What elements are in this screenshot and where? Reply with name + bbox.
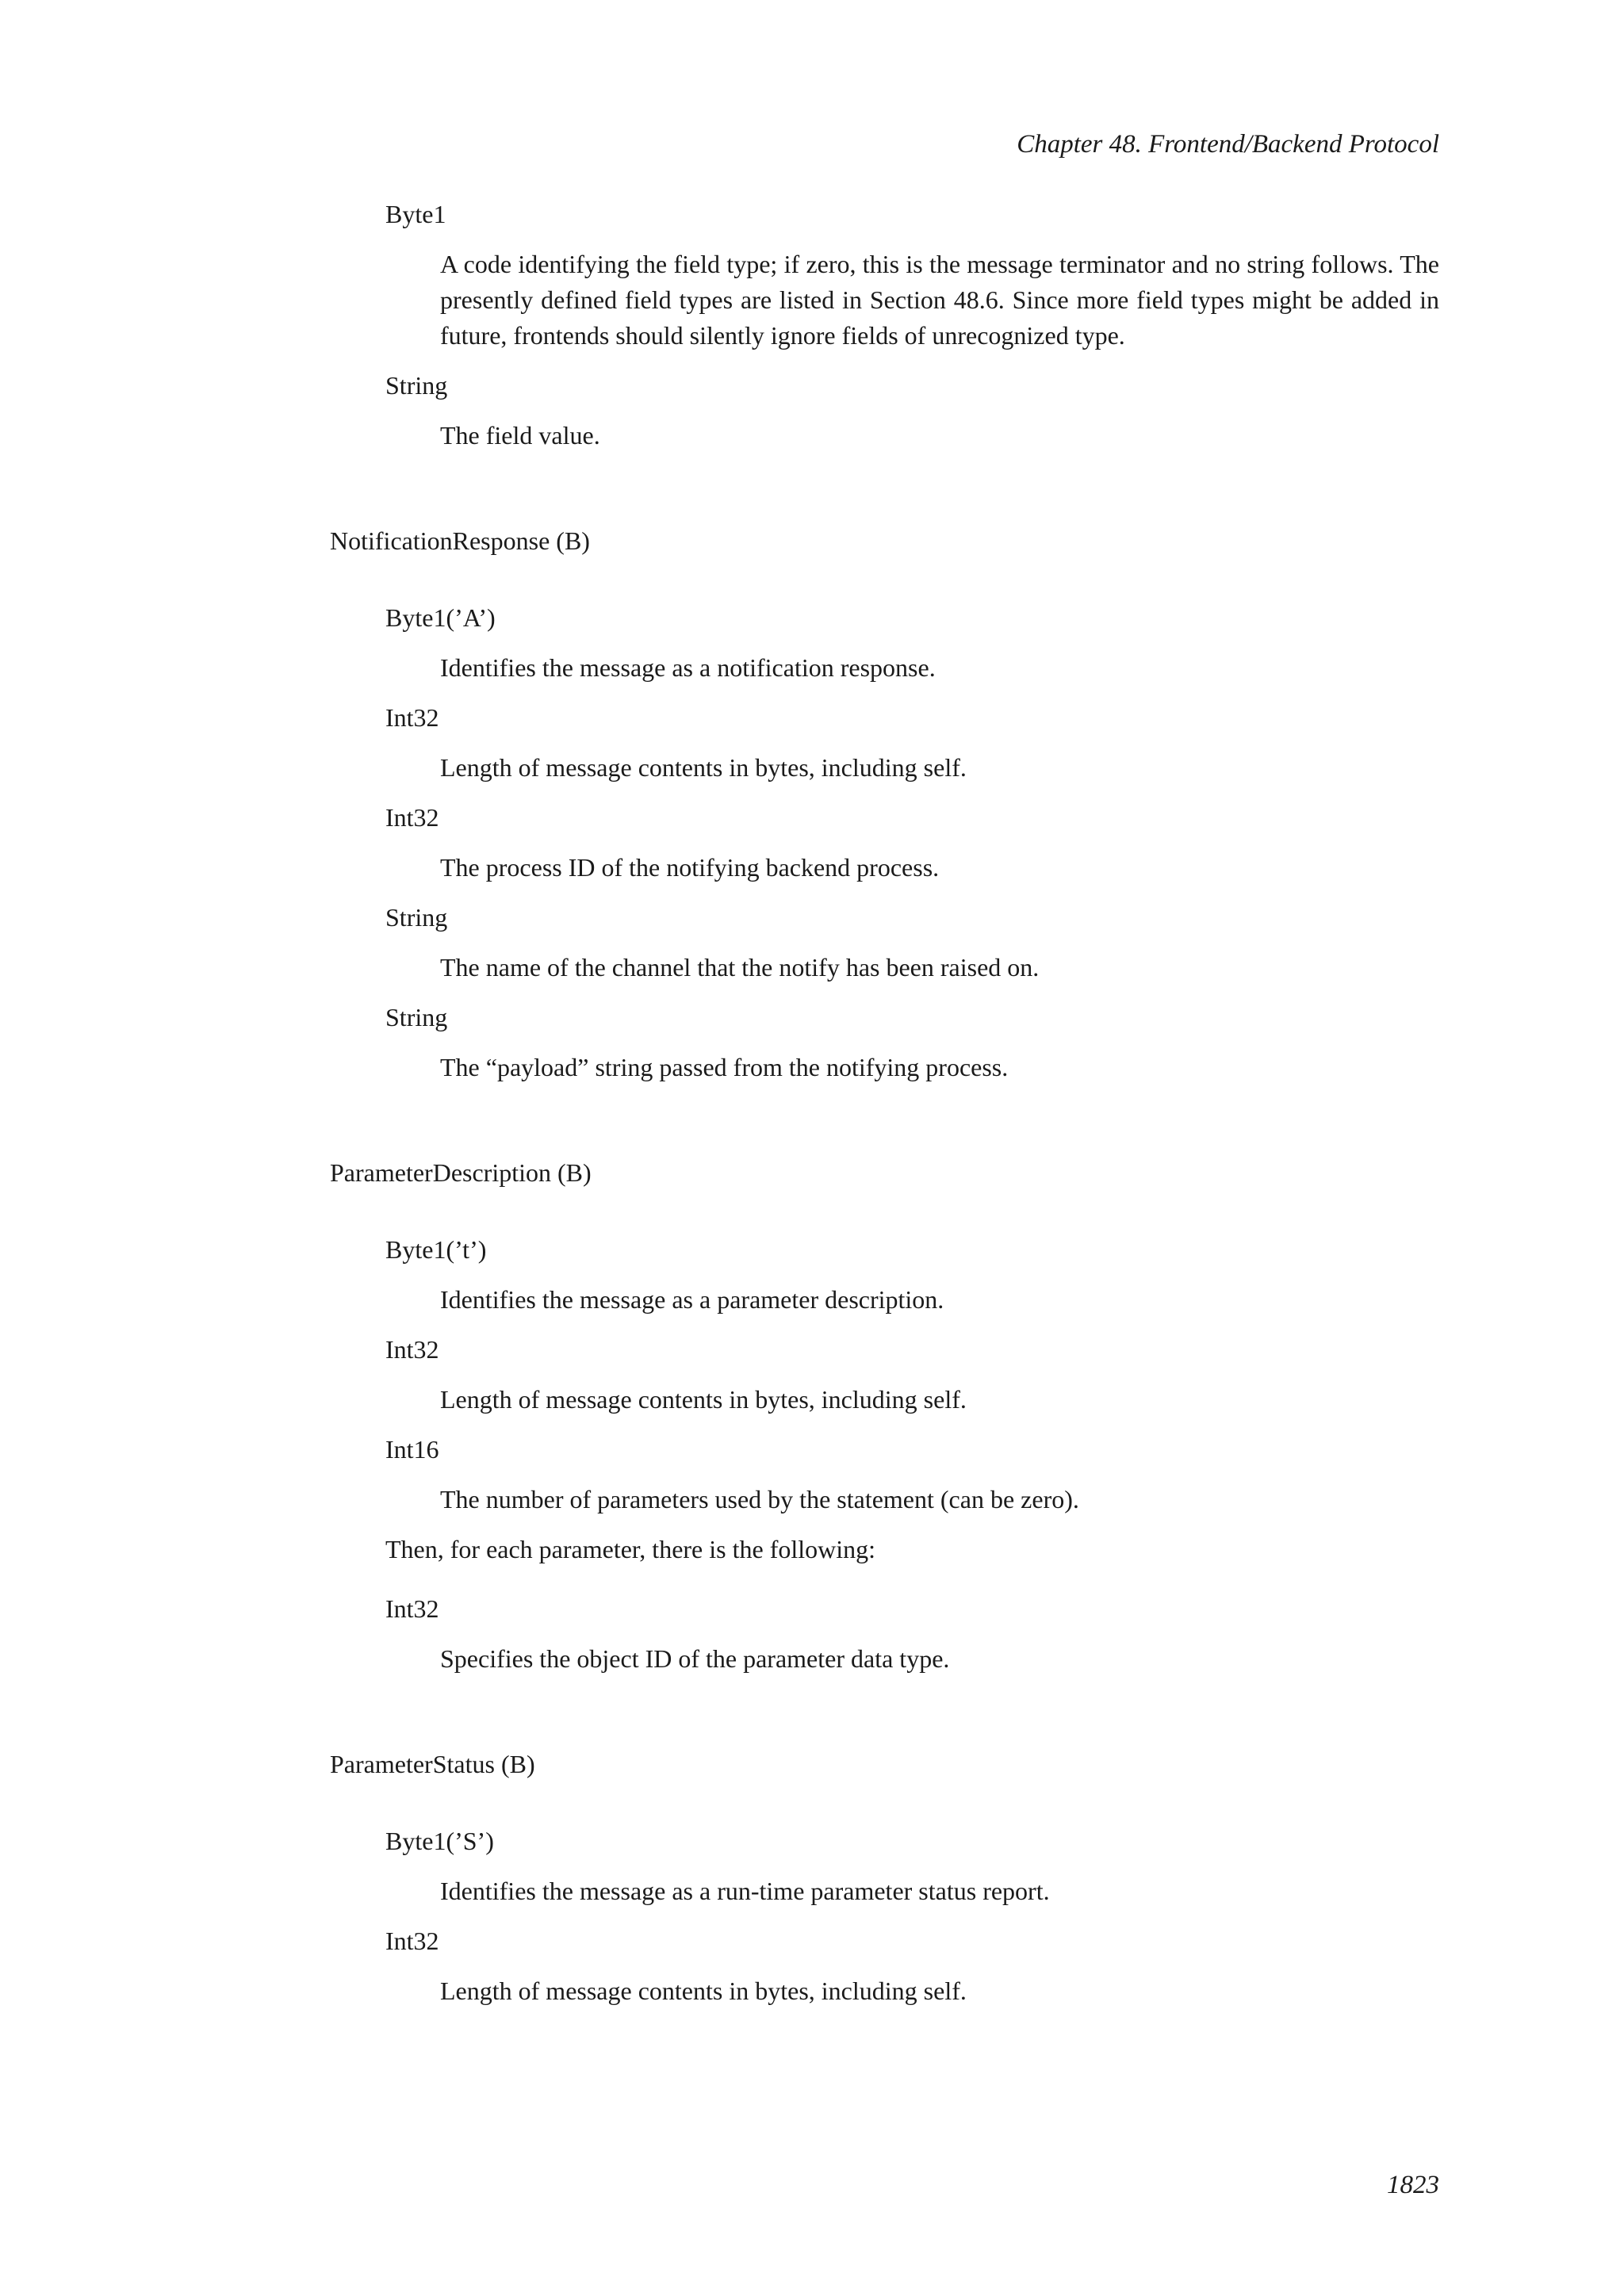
field-description: Length of message contents in bytes, including self. [440, 1976, 967, 2005]
running-header: Chapter 48. Frontend/Backend Protocol [1017, 130, 1439, 159]
field-term: Int16 [385, 1435, 439, 1464]
field-term: Byte1(’t’) [385, 1235, 487, 1264]
field-description: Identifies the message as a parameter description. [440, 1285, 944, 1314]
field-description: The process ID of the notifying backend process. [440, 853, 940, 882]
field-description: The “payload” string passed from the notifying process. [440, 1053, 1009, 1081]
field-term: Int32 [385, 1335, 439, 1364]
field-description: The number of parameters used by the statement (can be zero). [440, 1485, 1079, 1513]
field-term: Int32 [385, 1927, 439, 1955]
field-term: Byte1 [385, 200, 446, 228]
field-description: Specifies the object ID of the parameter data type. [440, 1644, 950, 1673]
field-term: String [385, 903, 448, 932]
field-description: Identifies the message as a notification response. [440, 653, 936, 682]
field-description: A code identifying the field type; if zero, this is the message terminator and no string follows. The presently defined field types are listed in Section 48.6. Since more field types might be added in future, frontends should silently ignore fields of unrecognized type. [440, 250, 1439, 350]
page-number: 1823 [1387, 2171, 1439, 2199]
field-term: Byte1(’A’) [385, 603, 496, 632]
field-term: Int32 [385, 803, 439, 832]
message-title-parameter-status: ParameterStatus (B) [330, 1750, 535, 1778]
field-description: The field value. [440, 421, 600, 450]
message-title-notification-response: NotificationResponse (B) [330, 526, 590, 555]
message-title-parameter-description: ParameterDescription (B) [330, 1158, 592, 1187]
field-term: Int32 [385, 1594, 439, 1623]
field-term: String [385, 371, 448, 400]
field-description: The name of the channel that the notify has been raised on. [440, 953, 1040, 982]
field-description: Length of message contents in bytes, including self. [440, 1385, 967, 1414]
page-content [0, 197, 1624, 2023]
repeat-intro-text: Then, for each parameter, there is the following: [385, 1535, 876, 1563]
field-description: Length of message contents in bytes, including self. [440, 753, 967, 782]
field-description: Identifies the message as a run-time parameter status report. [440, 1877, 1050, 1905]
field-term: Int32 [385, 703, 439, 732]
field-term: String [385, 1003, 448, 1031]
field-term: Byte1(’S’) [385, 1827, 494, 1855]
